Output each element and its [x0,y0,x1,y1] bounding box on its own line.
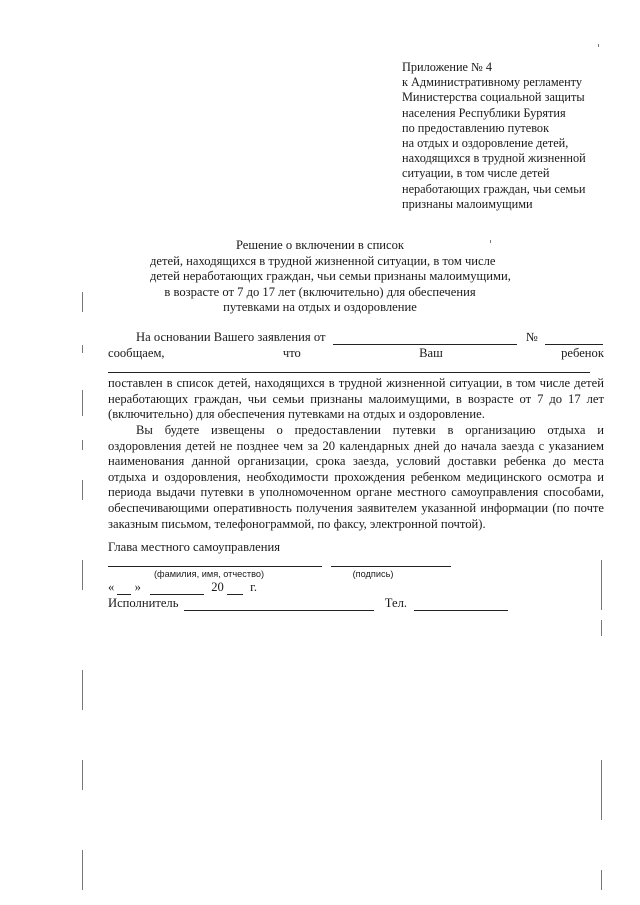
child-name-line [108,358,604,371]
caption-name: (фамилия, имя, отчество) [154,569,265,579]
number-sign: № [525,330,538,344]
appendix-line: населения Республики Бурятия [402,105,566,120]
child-name-field[interactable] [108,359,590,373]
scan-speck [82,292,83,312]
basis-line [136,330,604,345]
title-line: путевками на отдых и оздоровление [223,300,417,315]
inform-word: Ваш [419,346,443,360]
year-prefix: 20 [211,580,224,594]
scan-speck [82,850,83,890]
application-number-field[interactable] [545,331,603,345]
title-line: Решение о включении в список [235,238,405,252]
title-line: детей неработающих граждан, чьи семьи признаны малоимущими, [150,269,511,284]
paragraph-line: неработающих граждан, чьи семьи признаны малоимущими, в возрасте от 7 до 17 лет [108,391,604,406]
scan-speck [82,560,83,590]
scan-speck [598,44,599,47]
signature-lines [108,552,604,566]
appendix-line: к Административному регламенту [402,75,583,90]
appendix-line: признаны малоимущими [402,196,533,211]
year-suffix: г. [250,580,258,594]
appendix-line: по предоставлению путевок [402,120,550,135]
head-label: Глава местного самоуправления [108,540,280,554]
inform-word: что [282,346,301,360]
paragraph-line: (включительно) для обеспечения путевками на отдых и оздоровление. [108,407,485,422]
scan-speck [601,760,602,820]
paragraph-line: поставлен в список детей, находящихся в трудной жизненной ситуации, в том числе детей [108,376,604,390]
application-date-field[interactable] [333,331,517,345]
scan-speck [601,620,602,636]
executor-line [108,596,604,611]
scan-speck [82,670,83,710]
scan-speck [82,480,83,500]
paragraph-line: оздоровления детей не позднее чем за 20 календарных дней до начала заезда с указанием [108,438,604,453]
head-name-field[interactable] [108,553,322,567]
paragraph-notification [108,423,604,532]
paragraph-line: наименования данной организации, срока заезда, условий доставки ребенка до места [108,454,604,469]
title-line: детей, находящихся в трудной жизненной ситуации, в том числе [150,253,496,268]
year-field[interactable] [227,581,243,595]
appendix-line: Приложение № 4 [402,60,493,74]
scan-speck [82,440,83,450]
appendix-line: неработающих граждан, чьи семьи [402,181,586,196]
paragraph-line: Вы будете извещены о предоставлении путевки в организацию отдыха и [136,423,604,437]
scan-speck [82,390,83,416]
document-title [150,238,511,316]
inform-word: ребенок [561,346,604,360]
scan-speck [82,760,83,790]
date-close-quote: » [134,580,141,594]
title-line: в возрасте от 7 до 17 лет (включительно) для обеспечения [164,284,476,299]
appendix-block [402,60,612,212]
day-field[interactable] [117,581,131,595]
scan-speck [82,345,83,353]
date-open-quote: « [108,580,115,594]
scan-speck [601,870,602,890]
paragraph-line: отдыха и оздоровления, необходимости прохождения ребенком медицинского осмотра и [108,469,604,484]
appendix-line: Министерства социальной защиты [402,90,585,105]
phone-label: Тел. [384,596,408,610]
appendix-line: ситуации, в том числе детей [402,166,550,181]
paragraph-placement [108,376,604,423]
paragraph-line: обеспечивающими оперативность получения заявителем указанной информации (по почте [108,500,604,515]
paragraph-line: заказным письмом, телефонограммой, по факсу, электронной почтой). [108,516,486,531]
executor-field[interactable] [184,597,374,611]
inform-word: сообщаем, [108,346,165,360]
executor-label: Исполнитель [108,596,179,610]
scan-speck [490,240,491,243]
paragraph-line: периода выдачи путевки в уполномоченном органе местного самоуправления способами, [108,485,604,500]
basis-prefix: На основании Вашего заявления от [136,330,326,344]
scan-speck [601,560,602,610]
appendix-line: на отдых и оздоровление детей, [402,136,569,151]
head-signature-field[interactable] [331,553,451,567]
signature-captions [108,569,604,579]
phone-field[interactable] [414,597,508,611]
month-field[interactable] [150,581,204,595]
appendix-line: находящихся в трудной жизненной [402,151,586,166]
date-line [108,580,604,595]
caption-sign: (подпись) [352,569,394,579]
